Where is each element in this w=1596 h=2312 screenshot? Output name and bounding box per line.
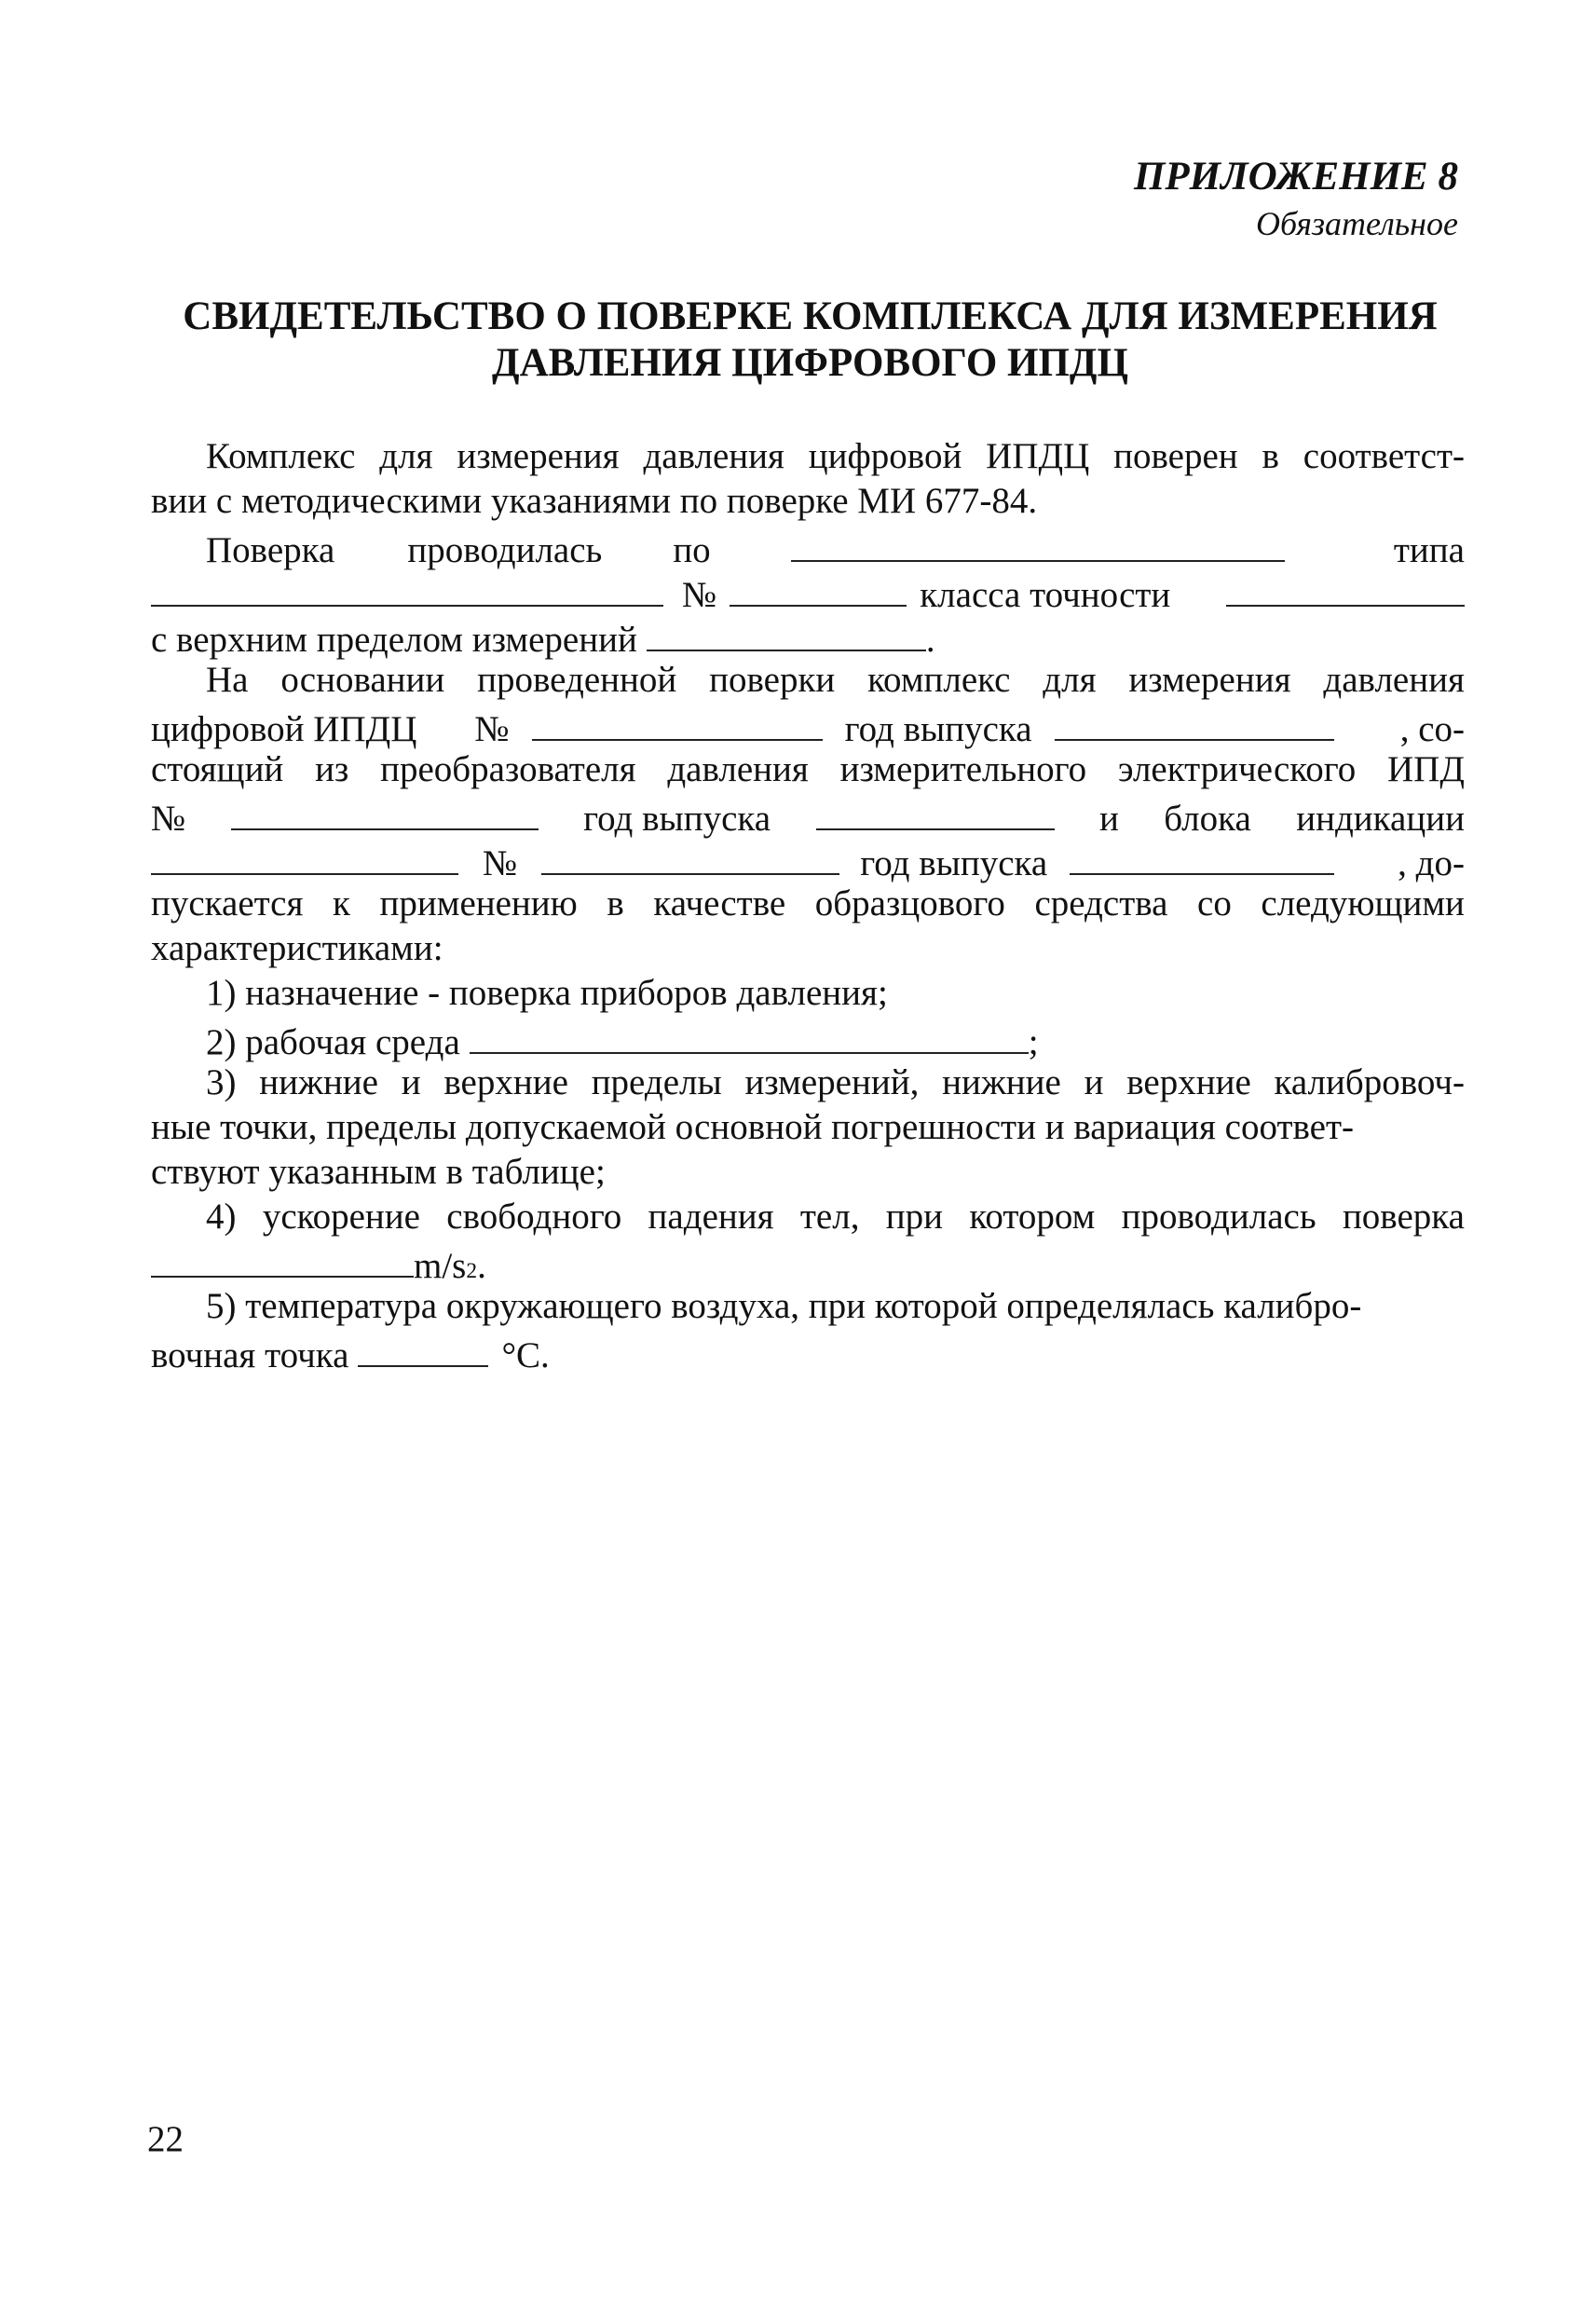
word: измерения: [457, 436, 620, 476]
word-indikacii: индикации: [1296, 799, 1465, 840]
blank-device-number[interactable]: [730, 572, 907, 607]
word: Комплекс: [206, 436, 356, 476]
word: верхние: [1126, 1062, 1251, 1102]
blank-working-medium[interactable]: [470, 1019, 1029, 1054]
word: проведенной: [477, 660, 677, 700]
word: нижние: [942, 1062, 1061, 1102]
punctuation: ;: [1028, 1022, 1039, 1063]
unit-m-s: m/s: [414, 1246, 467, 1287]
label-year: год выпуска: [844, 709, 1032, 750]
word: нижние: [259, 1062, 378, 1102]
item-2: [206, 1019, 1465, 1063]
word: и: [401, 1062, 421, 1102]
word: ИПДЦ: [986, 436, 1090, 476]
document-title-line-2: ДАВЛЕНИЯ ЦИФРОВОГО ИПДЦ: [492, 341, 1128, 385]
word: верхние: [443, 1062, 568, 1102]
label-upper-limit: с верхним пределом измерений: [151, 620, 637, 661]
word-i: и: [1098, 799, 1119, 840]
paragraph-2-line-2: [151, 572, 1465, 616]
blank-gravity-acceleration[interactable]: [151, 1243, 414, 1278]
word: со: [1197, 883, 1232, 923]
word-bloka: блока: [1164, 799, 1251, 840]
label-accuracy-class: класса точности: [920, 575, 1171, 616]
word: ускорение: [262, 1197, 420, 1237]
word-provodilas: проводилась: [407, 530, 603, 571]
hyphenation-end: , до-: [1398, 843, 1465, 884]
number-sign: №: [474, 709, 510, 750]
paragraph-3-line-2: [151, 706, 1465, 750]
word: для: [379, 436, 433, 476]
blank-air-temperature[interactable]: [358, 1333, 488, 1367]
blank-device-name[interactable]: [791, 527, 1285, 562]
word: измерительного: [839, 749, 1087, 789]
word: применению: [379, 883, 578, 923]
blank-ipd-year[interactable]: [816, 796, 1055, 830]
paragraph-3-line-7: [151, 930, 1465, 966]
item-5-text: 5) температура окружающего воздуха, при которой определялась калибро-: [206, 1286, 1362, 1326]
blank-accuracy-class[interactable]: [1226, 572, 1465, 607]
paragraph-1-text: вии с методическими указаниями по поверке МИ 677-84.: [151, 481, 1038, 521]
blank-upper-limit[interactable]: [647, 617, 926, 651]
word: к: [333, 883, 350, 923]
word: основании: [280, 660, 445, 700]
word: поверки: [709, 660, 836, 700]
word: соответст-: [1303, 436, 1465, 476]
word-po: по: [673, 530, 711, 571]
appendix-label: ПРИЛОЖЕНИЕ 8: [1133, 155, 1458, 198]
blank-device-type[interactable]: [151, 572, 663, 607]
label-year: год выпуска: [860, 843, 1048, 884]
item-5-line-2: [151, 1333, 1465, 1374]
word: 4): [206, 1197, 237, 1237]
word: качестве: [653, 883, 786, 923]
paragraph-1-line-1: [206, 438, 1465, 474]
item-5-label: вочная точка: [151, 1335, 349, 1376]
number-sign: №: [151, 799, 186, 840]
word: цифровой: [808, 436, 962, 476]
word: свободного: [446, 1197, 622, 1237]
word: 3): [206, 1062, 237, 1102]
word: стоящий: [151, 749, 284, 789]
word: калибровоч-: [1274, 1062, 1465, 1102]
word: ИПД: [1387, 749, 1465, 789]
paragraph-1-line-2: [151, 483, 1465, 519]
word: измерений,: [744, 1062, 920, 1102]
word: комплекс: [867, 660, 1011, 700]
unit-celsius: °C.: [501, 1335, 550, 1376]
blank-ipd-number[interactable]: [231, 796, 539, 830]
paragraph-3-line-5: [151, 841, 1465, 882]
word: и: [1084, 1062, 1104, 1102]
word: тел,: [799, 1197, 860, 1237]
blank-ipdc-year[interactable]: [1055, 706, 1334, 741]
word: пределы: [591, 1062, 722, 1102]
blank-display-unit-year[interactable]: [1070, 841, 1334, 875]
word: падения: [648, 1197, 774, 1237]
number-sign: №: [682, 575, 717, 616]
blank-ipdc-number[interactable]: [532, 706, 823, 741]
word: при: [885, 1197, 944, 1237]
word-tipa: типа: [1393, 530, 1465, 571]
blank-display-unit-type[interactable]: [151, 841, 458, 875]
word: котором: [969, 1197, 1096, 1237]
word: электрического: [1117, 749, 1357, 789]
item-5-line-1: [206, 1288, 1465, 1324]
label-year: год выпуска: [583, 799, 771, 840]
word: для: [1043, 660, 1097, 700]
hyphenation-end: , со-: [1399, 709, 1465, 750]
paragraph-2-line-1: [206, 527, 1465, 571]
word: проводилась: [1121, 1197, 1316, 1237]
item-3-text: ствуют указанным в таблице;: [151, 1152, 606, 1192]
word: поверен: [1113, 436, 1238, 476]
item-1: [206, 975, 1465, 1011]
item-3-line-3: [151, 1154, 1465, 1190]
word: образцового: [814, 883, 1005, 923]
item-2-label: 2) рабочая среда: [206, 1022, 460, 1063]
label-ipdc: цифровой ИПДЦ: [151, 709, 417, 750]
word: поверка: [1342, 1197, 1465, 1237]
paragraph-3-line-1: [206, 662, 1465, 698]
word: На: [206, 660, 249, 700]
number-sign: №: [483, 843, 518, 884]
paragraph-3-line-3: [151, 751, 1465, 787]
paragraph-3-line-6: [151, 885, 1465, 922]
word: в: [1262, 436, 1279, 476]
word: из: [315, 749, 349, 789]
punctuation: .: [477, 1246, 486, 1287]
characteristics-label: характеристиками:: [151, 928, 443, 968]
item-3-text: ные точки, пределы допускаемой основной погрешности и вариация соответ-: [151, 1107, 1355, 1147]
word: средства: [1034, 883, 1168, 923]
page-number: 22: [147, 2119, 184, 2159]
document-title-line-1: СВИДЕТЕЛЬСТВО О ПОВЕРКЕ КОМПЛЕКСА ДЛЯ ИЗМЕРЕНИЯ: [183, 294, 1438, 338]
item-3-line-2: [151, 1109, 1465, 1145]
word: пускается: [151, 883, 304, 923]
word: следующими: [1261, 883, 1465, 923]
word: давления: [1323, 660, 1465, 700]
word-poverka: Поверка: [206, 530, 335, 571]
item-3-line-1: [206, 1064, 1465, 1101]
item-4-line-1: [206, 1198, 1465, 1235]
item-1-text: 1) назначение - поверка приборов давления;: [206, 973, 888, 1013]
punctuation: .: [925, 620, 935, 661]
blank-display-unit-number[interactable]: [541, 841, 839, 875]
word: измерения: [1128, 660, 1291, 700]
paragraph-3-line-4: [151, 796, 1465, 840]
appendix-status: Обязательное: [1256, 205, 1458, 242]
word: давления: [667, 749, 809, 789]
paragraph-2-line-3: [151, 617, 1465, 661]
word: в: [607, 883, 624, 923]
item-4-line-2: m/s 2 .: [151, 1243, 1465, 1284]
word: преобразователя: [380, 749, 636, 789]
word: давления: [643, 436, 784, 476]
